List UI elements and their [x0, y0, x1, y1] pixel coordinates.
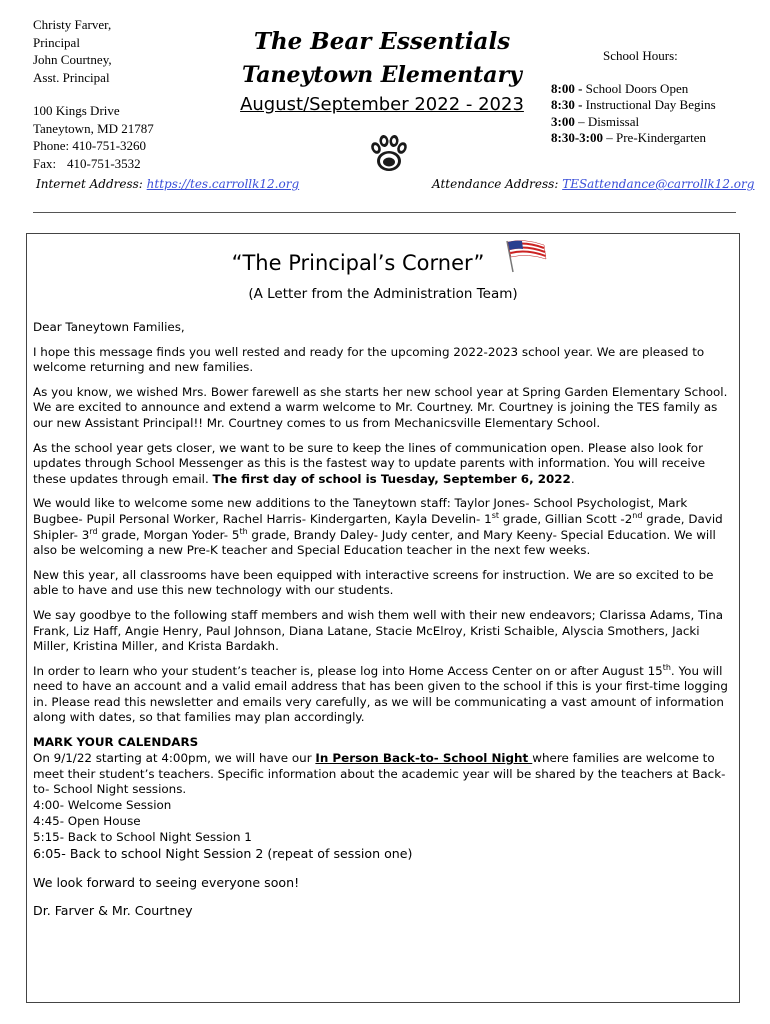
letter-signature: Dr. Farver & Mr. Courtney — [33, 903, 193, 919]
calendar-section — [33, 735, 733, 861]
newsletter-date: August/September 2022 - 2023 — [240, 94, 524, 115]
text-span: grade, David Shipler- 3 — [33, 511, 723, 542]
letter-paragraph: New this year, all classrooms have been equipped with interactive screens for instruction. We are so excited to be able to have and use this new technology with our students. — [33, 567, 714, 598]
letter-paragraph — [33, 496, 733, 558]
text-span: grade, Morgan Yoder- 5 — [97, 527, 240, 542]
phone: Phone: 410-751-3260 — [33, 138, 147, 153]
letter-paragraph: As you know, we wished Mrs. Bower farewell as she starts her new school year at Spring Garden Elementary School. We are excited to announce and extend a warm welcome to Mr. Courtney. Mr. Courtney is joining the TES family as our new Assistant Principal!! Mr. Courtney comes to us from Mechanicsville Elementary School. — [33, 384, 728, 430]
hours-desc: – Dismissal — [574, 113, 640, 129]
hours-time: 8:00 - — [551, 80, 586, 96]
newsletter-title-block — [232, 26, 532, 118]
fax-number: 410-751-3532 — [67, 155, 141, 171]
fax — [33, 155, 154, 173]
text-span: grade, Brandy Daley- Judy center, and Mary Keeny- Special Education. We will also be welcoming a new Pre-K teacher and Special Education teacher in the next few weeks. — [33, 527, 716, 558]
hours-desc: School Doors Open — [585, 80, 689, 96]
superscript: st — [491, 510, 499, 520]
principals-corner-subtitle: (A Letter from the Administration Team) — [248, 286, 518, 302]
hours-time: 8:30 - — [551, 97, 586, 112]
back-to-school-night-link: In Person Back-to- School Night — [315, 750, 533, 765]
principal-name: Christy Farver, — [33, 17, 112, 32]
header-divider — [33, 212, 736, 213]
fax-label: Fax: — [33, 155, 57, 171]
letter-greeting: Dear Taneytown Families, — [33, 320, 185, 334]
superscript: th — [239, 526, 248, 536]
letter-paragraph: We say goodbye to the following staff members and wish them well with their new endeavors; Clarissa Adams, Tina Frank, Liz Haff, Angie Henry, Paul Johnson, Diana Latane, Stacie McElroy, Kristi Schaible, Alyscia Smothers, Jacki Miller, Kristina Miller, and Krista Bardakh. — [33, 607, 724, 654]
superscript: nd — [632, 510, 643, 520]
text-span: where families are welcome to meet their student’s teachers. Specific information about the academic year will be shared by the teachers at Back-to- School Night sessions. — [33, 750, 726, 797]
text-span: In order to learn who your student’s teacher is, please log into Home Access Center on or after August 15 — [33, 663, 663, 678]
attendance-email-link[interactable]: TESattendance@carrollk12.org — [562, 177, 755, 191]
internet-address-label: Internet Address: — [36, 177, 143, 191]
first-day-notice: The first day of school is Tuesday, September 6, 2022 — [212, 471, 571, 486]
letter-paragraph — [33, 664, 733, 726]
letter-body — [33, 320, 733, 928]
attendance-address — [432, 177, 754, 191]
hours-time: 8:30-3:00 — [551, 130, 603, 145]
school-hours — [551, 48, 716, 147]
hours-row — [551, 130, 716, 147]
school-hours-heading: School Hours: — [603, 48, 678, 63]
newsletter-title: The Bear Essentials — [253, 28, 511, 55]
address-line-2: Taneytown, MD 21787 — [33, 120, 154, 136]
paw-print-icon — [366, 131, 412, 177]
website-link[interactable]: https://tes.carrollk12.org — [146, 177, 300, 191]
hours-time: 3:00 — [551, 113, 575, 129]
hours-desc: – Pre-Kindergarten — [603, 130, 707, 145]
school-name: Taneytown Elementary — [242, 62, 522, 88]
text-span: . You will need to have an account and a valid email address that has been given to the school if this is your first-time logging in. Please read this newsletter and emails very carefully, as we will be communicating a vast amount of information along with dates, so that families may plan accordingly. — [33, 663, 728, 725]
internet-address — [36, 177, 299, 191]
calendar-text — [33, 751, 733, 798]
text-span: grade, Gillian Scott -2 — [499, 511, 633, 526]
principals-corner-title — [0, 251, 740, 275]
schedule-item: 6:05- Back to school Night Session 2 (repeat of session one) — [33, 845, 413, 861]
asst-principal-name: John Courtney, — [33, 52, 112, 67]
address-line-1: 100 Kings Drive — [33, 103, 120, 118]
hours-row — [551, 81, 716, 98]
text-span: We would like to welcome some new additions to the Taneytown staff: Taylor Jones- School Psychologist, Mark Bugbee- Pupil Personal Worker, Rachel Harris- Kindergarten, Kayla Develin- 1 — [33, 496, 688, 526]
principal-title: Principal — [33, 34, 80, 50]
letter-paragraph: I hope this message finds you well rested and ready for the upcoming 2022-2023 school year. We are pleased to welcome returning and new families. — [33, 344, 705, 375]
superscript: rd — [89, 526, 98, 536]
letter-closing: We look forward to seeing everyone soon! — [33, 875, 300, 891]
contact-block — [33, 16, 154, 172]
schedule-item: 4:00- Welcome Session — [33, 798, 172, 813]
calendar-heading: MARK YOUR CALENDARS — [33, 735, 199, 750]
principals-corner-title-text: “The Principal’s Corner” — [231, 251, 485, 275]
superscript: th — [662, 662, 671, 672]
schedule-item: 5:15- Back to School Night Session 1 — [33, 829, 252, 844]
text-span: . — [570, 471, 575, 486]
hours-desc: Instructional Day Begins — [585, 97, 716, 112]
letter-paragraph — [33, 441, 733, 488]
text-span: As the school year gets closer, we want to be sure to keep the lines of communication open. Please also look for updates through School Messenger as this is the fastest way to update parents with information. You will receive these updates through email. — [33, 440, 706, 486]
schedule-item: 4:45- Open House — [33, 814, 141, 829]
hours-row — [551, 114, 716, 131]
hours-row — [551, 97, 716, 114]
attendance-address-label: Attendance Address: — [432, 177, 559, 191]
asst-principal-title: Asst. Principal — [33, 69, 110, 85]
text-span: On 9/1/22 starting at 4:00pm, we will have our — [33, 750, 316, 765]
